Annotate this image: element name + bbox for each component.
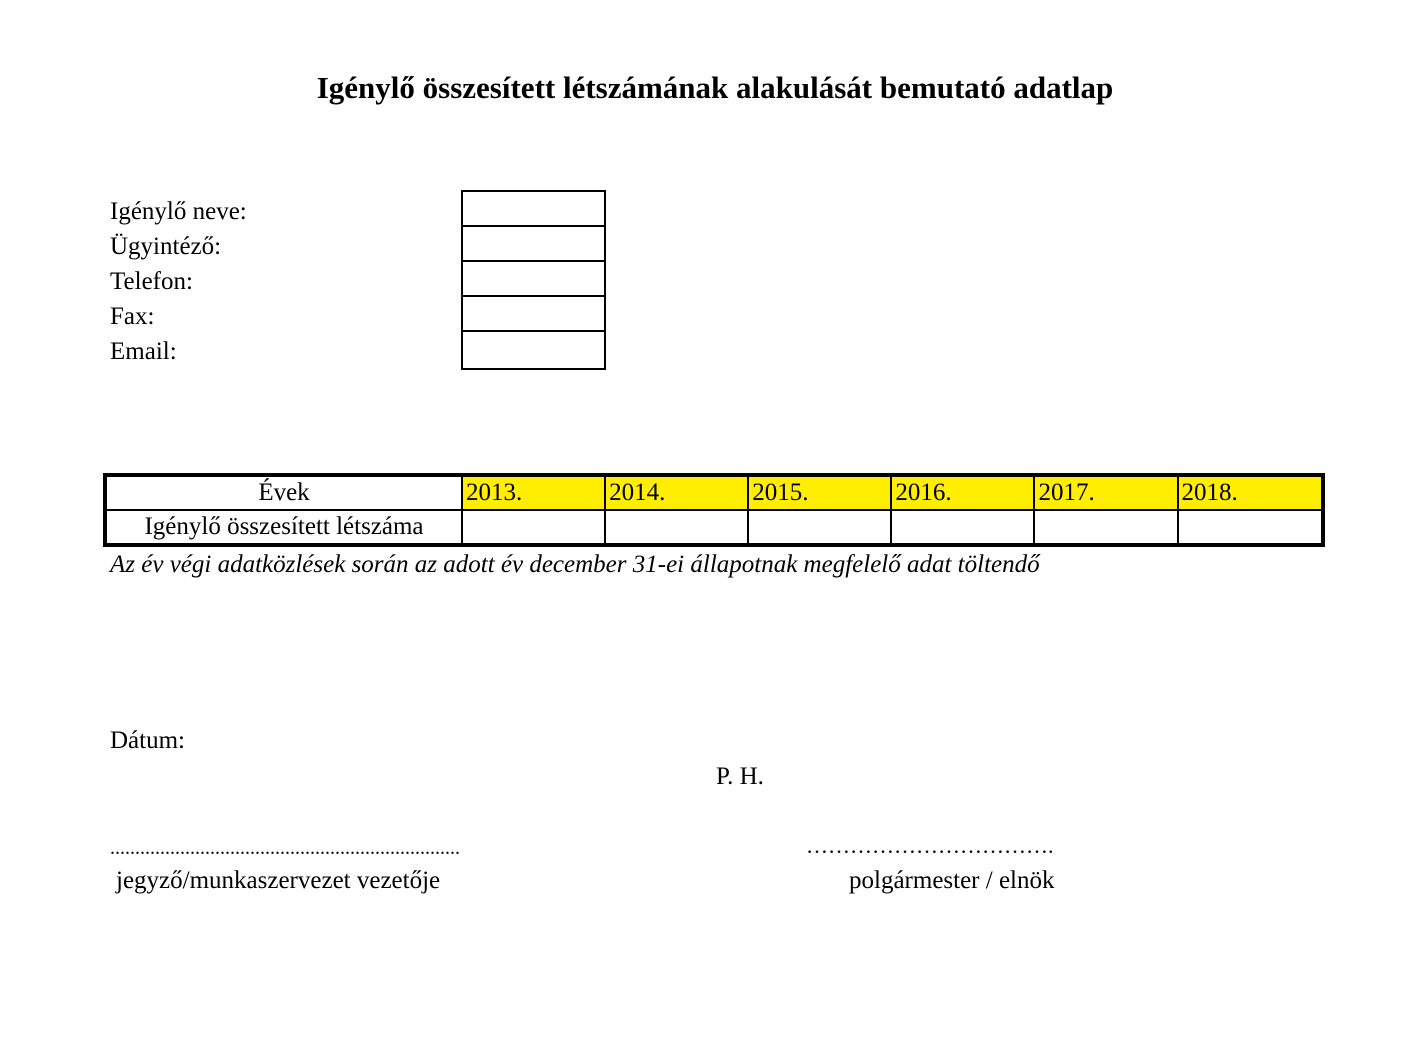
year-cell-2014: 2014. bbox=[605, 475, 748, 510]
label-fax: Fax: bbox=[110, 303, 155, 330]
year-cell-2016: 2016. bbox=[891, 475, 1034, 510]
headcount-cell-2018[interactable] bbox=[1178, 510, 1323, 545]
phone-field[interactable] bbox=[463, 262, 604, 297]
page-title: Igénylő összesített létszámának alakulását bemutató adatlap bbox=[316, 70, 1114, 105]
headcount-cell-2016[interactable] bbox=[891, 510, 1034, 545]
headcount-header: Igénylő összesített létszáma bbox=[105, 510, 462, 545]
headcount-table bbox=[103, 473, 1325, 547]
label-email: Email: bbox=[110, 338, 177, 365]
stamp-label: P. H. bbox=[716, 763, 764, 790]
headcount-cell-2013[interactable] bbox=[462, 510, 605, 545]
table-row-years bbox=[105, 475, 1323, 510]
signature-label-left: jegyző/munkaszervezet vezetője bbox=[116, 867, 441, 894]
label-phone: Telefon: bbox=[110, 268, 193, 295]
table-note: Az év végi adatközlések során az adott év december 31-ei állapotnak megfelelő adat töltendő bbox=[110, 551, 1040, 578]
administrator-field[interactable] bbox=[463, 227, 604, 262]
year-cell-2017: 2017. bbox=[1034, 475, 1177, 510]
year-cell-2013: 2013. bbox=[462, 475, 605, 510]
headcount-cell-2014[interactable] bbox=[605, 510, 748, 545]
applicant-name-field[interactable] bbox=[463, 192, 604, 227]
label-applicant-name: Igénylő neve: bbox=[110, 198, 247, 225]
years-header: Évek bbox=[105, 475, 462, 510]
contact-fields bbox=[461, 190, 606, 370]
signature-label-right: polgármester / elnök bbox=[849, 867, 1055, 894]
headcount-cell-2015[interactable] bbox=[748, 510, 891, 545]
email-field[interactable] bbox=[463, 332, 604, 368]
signature-line-left: ...................................................................... bbox=[110, 837, 460, 859]
contact-labels bbox=[110, 194, 247, 369]
headcount-cell-2017[interactable] bbox=[1034, 510, 1177, 545]
label-administrator: Ügyintéző: bbox=[110, 233, 222, 260]
signature-line-right: ……………………………. bbox=[806, 833, 1054, 858]
date-label: Dátum: bbox=[110, 727, 185, 754]
fax-field[interactable] bbox=[463, 297, 604, 332]
year-cell-2015: 2015. bbox=[748, 475, 891, 510]
year-cell-2018: 2018. bbox=[1178, 475, 1323, 510]
table-row-headcount bbox=[105, 510, 1323, 545]
